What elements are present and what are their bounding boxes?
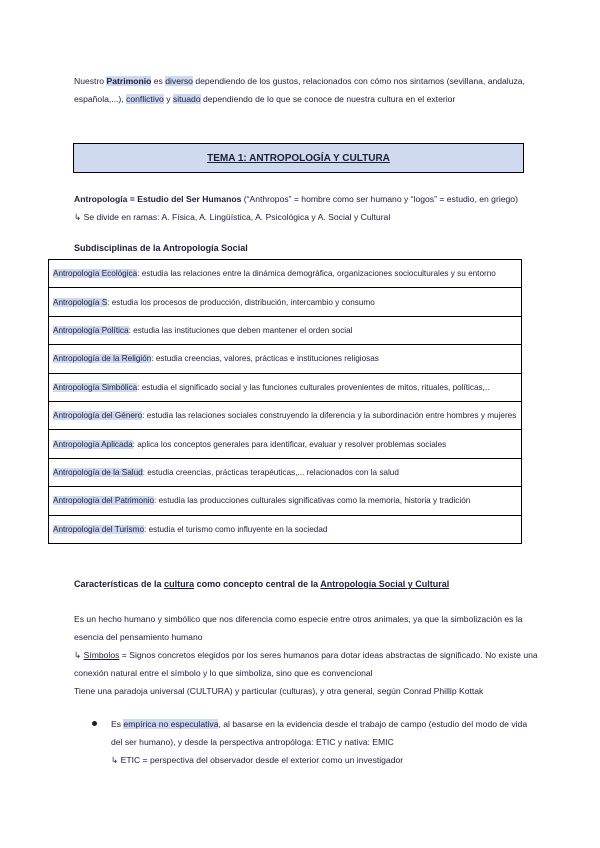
subdisciplina-name: Antropología Aplicada — [53, 439, 133, 449]
empirica-term: empírica no especulativa — [123, 719, 219, 729]
subdisciplina-name: Antropología de la Religión — [53, 354, 152, 364]
patrimonio-term: Patrimonio — [106, 76, 152, 86]
table-row — [49, 401, 522, 429]
table-row — [49, 373, 522, 401]
subdisciplinas-table — [48, 259, 522, 544]
heading-text: como concepto central de la — [194, 579, 321, 589]
subdisciplina-name: Antropología del Turismo — [53, 524, 145, 534]
bullet-text — [111, 715, 532, 751]
table-row — [49, 430, 522, 458]
table-cell — [49, 430, 522, 458]
diverso-term: diverso — [165, 76, 193, 86]
intro-text: Nuestro — [74, 76, 107, 86]
table-cell — [49, 458, 522, 486]
table-cell — [49, 288, 522, 316]
body-paragraph-3: Tiene una paradoja universal (CULTURA) y particular (culturas), y otra general, según Conrad Phillip Kottak — [74, 686, 484, 696]
etic-line: ↳ ETIC = perspectiva del observador desde el exterior como un investigador — [111, 755, 404, 765]
cultura-body — [74, 610, 544, 700]
bullet-text-part: Es — [111, 719, 124, 729]
definition-term: Antropología = Estudio del Ser Humanos — [74, 194, 242, 204]
subdisciplina-name: Antropología S — [53, 297, 108, 307]
body-text: = Signos concretos elegidos por los seres humanos para dotar ideas abstractas de significado. No existe una conexión natural entre el símbolo y lo que simboliza, sino que es convencional — [74, 650, 538, 678]
table-cell — [49, 316, 522, 344]
asc-term: Antropología Social y Cultural — [320, 579, 450, 589]
body-paragraph-2 — [74, 646, 544, 682]
topic-title: TEMA 1: ANTROPOLOGÍA Y CULTURA — [207, 152, 390, 164]
conflictivo-term: conflictivo — [126, 94, 164, 104]
subdisciplinas-rows — [49, 260, 522, 544]
bullet-dot-icon — [92, 721, 97, 726]
subdisciplina-desc: : estudia las relaciones entre la dinámica demográfica, organizaciones socioculturales y su entorno — [137, 269, 496, 279]
body-paragraph-1: Es un hecho humano y simbólico que nos diferencia como especie entre otros animales, ya que la simbolización es la esencia del pensamiento humano — [74, 614, 523, 642]
table-cell — [49, 487, 522, 515]
situado-term: situado — [172, 94, 201, 104]
table-row — [49, 345, 522, 373]
bullet-list — [92, 715, 532, 769]
subdisciplina-desc: : estudia creencias, valores, prácticas e instituciones religiosas — [151, 354, 379, 364]
definition-text: (“Anthropos” = hombre como ser humano y “logos” = estudio, en griego) — [241, 194, 518, 204]
table-cell — [49, 373, 522, 401]
table-row — [49, 288, 522, 316]
subdisciplina-desc: : estudia creencias, prácticas terapéuticas,... relacionados con la salud — [142, 467, 399, 477]
subdisciplina-name: Antropología del Patrimonio — [53, 496, 155, 506]
list-item — [92, 715, 532, 769]
subdisciplina-desc: : aplica los conceptos generales para identificar, evaluar y resolver problemas sociales — [132, 439, 447, 449]
table-row — [49, 515, 522, 543]
antropologia-definition — [74, 190, 544, 226]
heading-text: Características de la — [74, 579, 165, 589]
subdisciplina-name: Antropología Ecológica — [53, 269, 138, 279]
subdisciplina-name: Antropología del Género — [53, 411, 143, 421]
intro-paragraph — [74, 72, 544, 108]
subdisciplina-desc: : estudia las producciones culturales significativas como la memoria, historia y tradición — [154, 496, 471, 506]
simbolos-term: Símbolos — [83, 650, 120, 660]
bullet-text-part: , al basarse en la evidencia desde el trabajo de campo (estudio del modo de vida del ser humano), y desde la perspectiva antropóloga: ETIC y nativa: EMIC — [111, 719, 528, 747]
intro-text: dependiendo de los gustos, relacionados con cómo nos sintamos (sevillana, andaluza, española,...), — [74, 76, 525, 104]
intro-text: y — [163, 94, 173, 104]
table-row — [49, 458, 522, 486]
subdisciplina-name: Antropología Política — [53, 325, 129, 335]
table-cell — [49, 345, 522, 373]
subdisciplina-desc: : estudia las relaciones sociales construyendo la diferencia y la subordinación entre hombres y mujeres — [142, 411, 517, 421]
ramas-line: ↳ Se divide en ramas: A. Física, A. Lingüística, A. Psicológica y A. Social y Cultural — [74, 212, 391, 222]
subdisciplinas-heading: Subdisciplinas de la Antropología Social — [74, 243, 248, 253]
table-row — [49, 487, 522, 515]
intro-text: es — [151, 76, 166, 86]
subdisciplina-desc: : estudia los procesos de producción, distribución, intercambio y consumo — [107, 297, 375, 307]
table-row — [49, 260, 522, 288]
subdisciplina-name: Antropología de la Salud — [53, 467, 143, 477]
table-cell — [49, 260, 522, 288]
topic-title-box — [73, 143, 524, 173]
cultura-term: cultura — [164, 579, 195, 589]
caracteristicas-heading — [74, 579, 449, 589]
subdisciplina-desc: : estudia el significado social y las funciones culturales provenientes de mitos, rituales, políticas,.. — [137, 382, 490, 392]
subdisciplina-desc: : estudia las instituciones que deben mantener el orden social — [128, 325, 353, 335]
table-cell — [49, 401, 522, 429]
table-row — [49, 316, 522, 344]
subdisciplina-name: Antropología Simbólica — [53, 382, 138, 392]
table-cell — [49, 515, 522, 543]
arrow-glyph: ↳ — [74, 650, 84, 660]
subdisciplina-desc: : estudia el turismo como influyente en la sociedad — [144, 524, 328, 534]
definition-line — [74, 190, 544, 208]
intro-text: dependiendo de lo que se conoce de nuestra cultura en el exterior — [200, 94, 456, 104]
